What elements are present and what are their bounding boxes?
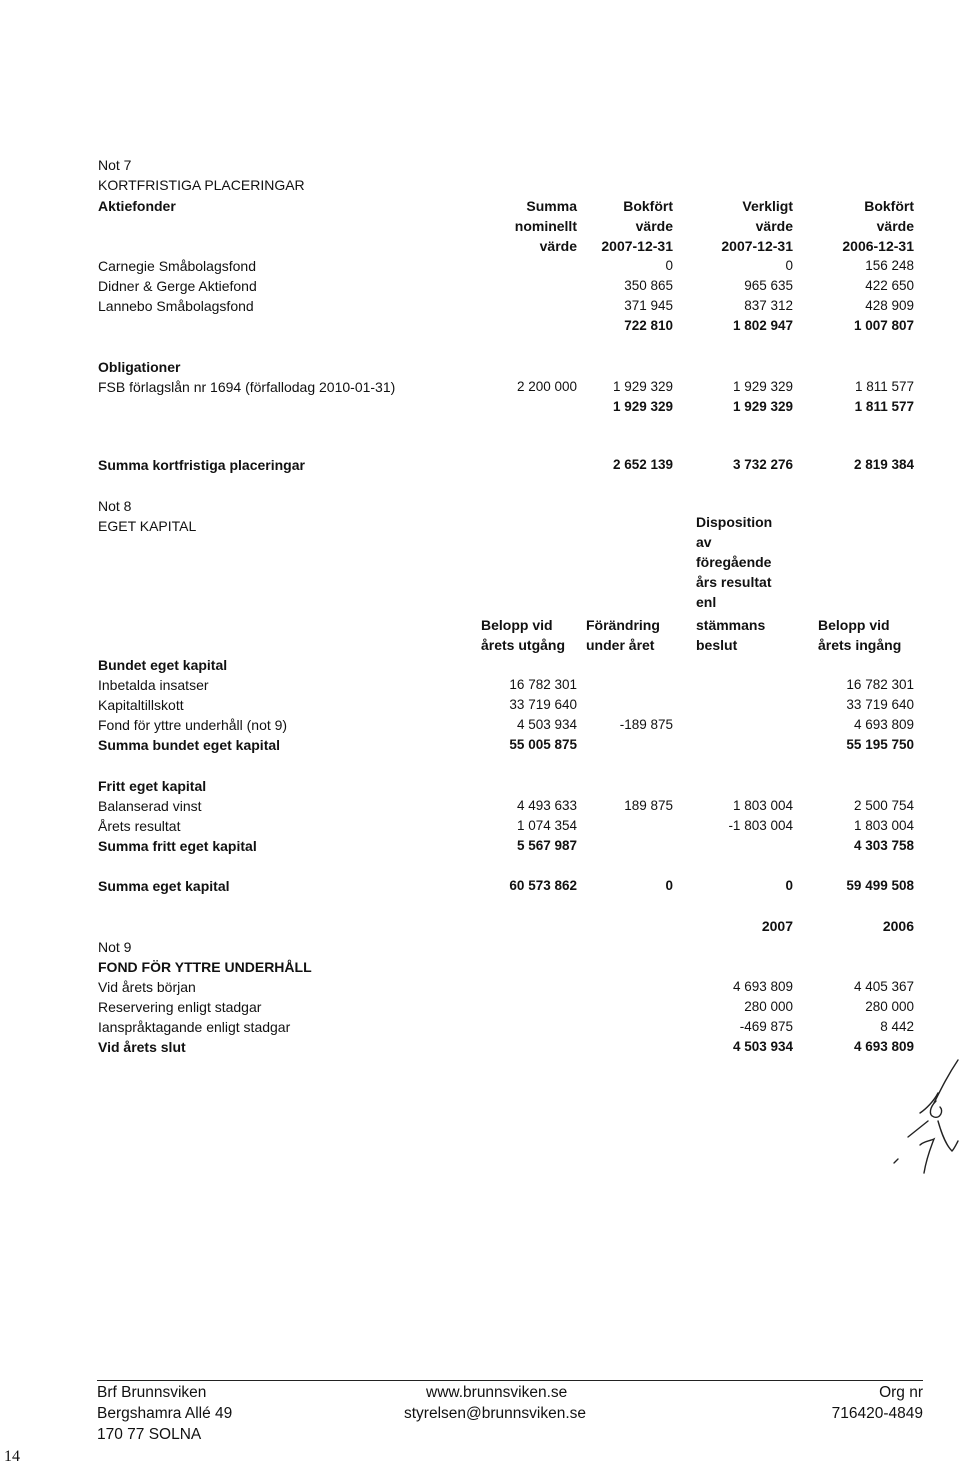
header-opening-2: årets ingång bbox=[818, 637, 902, 653]
footer-divider bbox=[97, 1380, 923, 1381]
header-closing-1: Belopp vid bbox=[481, 617, 553, 633]
header-change-1: Förändring bbox=[586, 617, 660, 633]
restricted-total-label: Summa bundet eget kapital bbox=[98, 737, 281, 753]
fund-row-label: Vid årets början bbox=[98, 979, 196, 995]
equity-row-opening: 33 719 640 bbox=[846, 697, 914, 712]
fund-book2006: 156 248 bbox=[865, 258, 914, 273]
header-closing-2: årets utgång bbox=[481, 637, 566, 653]
bonds-total-book2006: 1 811 577 bbox=[854, 399, 914, 414]
fund-row-2007: 280 000 bbox=[744, 999, 793, 1014]
fund-row-label: Reservering enligt stadgar bbox=[98, 999, 262, 1015]
header-nominal-2: nominellt bbox=[514, 218, 577, 234]
note8-title: EGET KAPITAL bbox=[98, 518, 197, 534]
free-total-closing: 5 567 987 bbox=[516, 838, 577, 853]
note9-year-2006: 2006 bbox=[882, 918, 914, 934]
fund-row-label: Ianspråktagande enligt stadgar bbox=[98, 1019, 291, 1035]
equity-row-change: -189 875 bbox=[619, 717, 673, 732]
header-change-2: under året bbox=[586, 637, 655, 653]
footer-street: Bergshamra Allé 49 bbox=[97, 1405, 233, 1422]
equity-row-opening: 2 500 754 bbox=[853, 798, 914, 813]
fund-row-2007: 4 693 809 bbox=[732, 979, 793, 994]
header-nominal-1: Summa bbox=[526, 198, 577, 214]
grand-total-label: Summa kortfristiga placeringar bbox=[98, 457, 305, 473]
fund-book2007: 350 865 bbox=[624, 278, 673, 293]
header-book2007-1: Bokfört bbox=[623, 198, 673, 214]
equity-row-disposition: 1 803 004 bbox=[732, 798, 793, 813]
free-heading: Fritt eget kapital bbox=[98, 778, 207, 794]
equity-total-opening: 59 499 508 bbox=[846, 878, 914, 893]
equity-row-opening: 1 803 004 bbox=[853, 818, 914, 833]
fund-book2006: 422 650 bbox=[865, 278, 914, 293]
fund-name: Didner & Gerge Aktiefond bbox=[98, 278, 257, 294]
equity-row-label: Inbetalda insatser bbox=[98, 677, 209, 693]
header-disposition-3: föregående bbox=[696, 554, 772, 570]
note9-title: FOND FÖR YTTRE UNDERHÅLL bbox=[98, 959, 312, 975]
fund-real2007: 837 312 bbox=[744, 298, 793, 313]
funds-total-real2007: 1 802 947 bbox=[732, 318, 793, 333]
equity-row-closing: 16 782 301 bbox=[509, 677, 577, 692]
free-total-label: Summa fritt eget kapital bbox=[98, 838, 257, 854]
header-real2007-2: värde bbox=[755, 218, 793, 234]
header-book2007-3: 2007-12-31 bbox=[601, 238, 673, 254]
equity-total-disposition: 0 bbox=[785, 878, 793, 893]
fund-row-2006: 8 442 bbox=[880, 1019, 914, 1034]
bond-book2007: 1 929 329 bbox=[612, 379, 673, 394]
header-opening-1: Belopp vid bbox=[818, 617, 890, 633]
note8-number: Not 8 bbox=[98, 498, 132, 514]
bond-real2007: 1 929 329 bbox=[732, 379, 793, 394]
equity-total-change: 0 bbox=[665, 878, 673, 893]
equity-row-change: 189 875 bbox=[624, 798, 673, 813]
fund-real2007: 965 635 bbox=[744, 278, 793, 293]
equity-row-label: Balanserad vinst bbox=[98, 798, 202, 814]
fund-real2007: 0 bbox=[785, 258, 793, 273]
fund-book2006: 428 909 bbox=[865, 298, 914, 313]
equity-row-opening: 4 693 809 bbox=[853, 717, 914, 732]
restricted-total-closing: 55 005 875 bbox=[509, 737, 577, 752]
note9-year-2007: 2007 bbox=[761, 918, 793, 934]
equity-total-closing: 60 573 862 bbox=[509, 878, 577, 893]
grand-total-book2007: 2 652 139 bbox=[612, 457, 673, 472]
footer-email: styrelsen@brunnsviken.se bbox=[404, 1405, 587, 1422]
fund-book2007: 0 bbox=[665, 258, 673, 273]
fund-book2007: 371 945 bbox=[624, 298, 673, 313]
fund-name: Lannebo Småbolagsfond bbox=[98, 298, 254, 314]
note7-number: Not 7 bbox=[98, 157, 132, 173]
footer-website: www.brunnsviken.se bbox=[426, 1384, 568, 1401]
header-disposition-1: Disposition bbox=[696, 514, 773, 530]
header-book2006-2: värde bbox=[876, 218, 914, 234]
grand-total-book2006: 2 819 384 bbox=[853, 457, 914, 472]
equity-row-label: Årets resultat bbox=[98, 818, 181, 834]
equity-row-closing: 4 493 633 bbox=[516, 798, 577, 813]
footer-org-label: Org nr bbox=[879, 1384, 923, 1401]
equity-row-label: Kapitaltillskott bbox=[98, 697, 184, 713]
equity-row-closing: 33 719 640 bbox=[509, 697, 577, 712]
header-disposition-7: beslut bbox=[696, 637, 738, 653]
note9-number: Not 9 bbox=[98, 939, 132, 955]
handwritten-initials bbox=[890, 1055, 960, 1190]
fund-row-2006: 280 000 bbox=[865, 999, 914, 1014]
equity-row-closing: 1 074 354 bbox=[516, 818, 577, 833]
header-disposition-5: enl bbox=[696, 594, 717, 610]
fund-total-2006: 4 693 809 bbox=[853, 1039, 914, 1054]
header-disposition-2: av bbox=[696, 534, 712, 550]
equity-row-disposition: -1 803 004 bbox=[728, 818, 793, 833]
funds-total-book2007: 722 810 bbox=[624, 318, 673, 333]
header-book2007-2: värde bbox=[635, 218, 673, 234]
restricted-heading: Bundet eget kapital bbox=[98, 657, 228, 673]
bond-book2006: 1 811 577 bbox=[854, 379, 914, 394]
bonds-heading: Obligationer bbox=[98, 359, 181, 375]
equity-row-label: Fond för yttre underhåll (not 9) bbox=[98, 717, 288, 733]
header-disposition-4: års resultat bbox=[696, 574, 772, 590]
note7-title: KORTFRISTIGA PLACERINGAR bbox=[98, 177, 305, 193]
footer-org-name: Brf Brunnsviken bbox=[97, 1384, 207, 1401]
equity-row-closing: 4 503 934 bbox=[516, 717, 577, 732]
fund-heading: Aktiefonder bbox=[98, 198, 176, 214]
fund-total-label: Vid årets slut bbox=[98, 1039, 186, 1055]
footer-postal: 170 77 SOLNA bbox=[97, 1426, 202, 1443]
footer-org-number: 716420-4849 bbox=[831, 1405, 923, 1422]
page-number: 14 bbox=[4, 1448, 20, 1465]
fund-total-2007: 4 503 934 bbox=[732, 1039, 793, 1054]
header-book2006-3: 2006-12-31 bbox=[842, 238, 914, 254]
header-nominal-3: värde bbox=[539, 238, 577, 254]
restricted-total-opening: 55 195 750 bbox=[846, 737, 914, 752]
header-disposition-6: stämmans bbox=[696, 617, 766, 633]
grand-total-real2007: 3 732 276 bbox=[732, 457, 793, 472]
bond-nominal: 2 200 000 bbox=[516, 379, 577, 394]
fund-name: Carnegie Småbolagsfond bbox=[98, 258, 256, 274]
header-real2007-3: 2007-12-31 bbox=[721, 238, 793, 254]
bond-name: FSB förlagslån nr 1694 (förfallodag 2010-01-31) bbox=[98, 379, 396, 395]
header-real2007-1: Verkligt bbox=[742, 198, 793, 214]
fund-row-2007: -469 875 bbox=[739, 1019, 793, 1034]
equity-row-opening: 16 782 301 bbox=[846, 677, 914, 692]
fund-row-2006: 4 405 367 bbox=[853, 979, 914, 994]
bonds-total-book2007: 1 929 329 bbox=[612, 399, 673, 414]
header-book2006-1: Bokfört bbox=[864, 198, 914, 214]
bonds-total-real2007: 1 929 329 bbox=[732, 399, 793, 414]
free-total-opening: 4 303 758 bbox=[853, 838, 914, 853]
equity-total-label: Summa eget kapital bbox=[98, 878, 230, 894]
funds-total-book2006: 1 007 807 bbox=[853, 318, 914, 333]
